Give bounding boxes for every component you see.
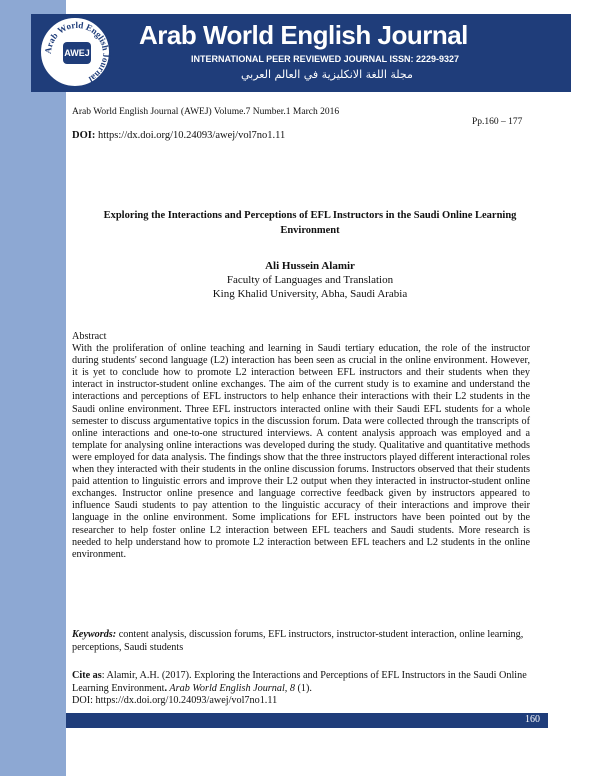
abstract-body: With the proliferation of online teaching and learning in Saudi tertiary education, the role of the instructor during students' second language (L2) interaction has been seen as crucial in the online environment. However, it is yet to conclude how to promote L2 interaction between EFL instructors and their students when they interact in instructor-student online exchanges. The aim of the current study is to examine and understand the interactions and perceptions of EFL instructors to help enhance their interactions with their L2 students in the Saudi online environment. Three EFL instructors interacted online with their Saudi EFL students for a whole semester to discuss argumentative topics in the discussion forum. Data were collected through the transcripts of online interactions and one-to-one structured interviews. A content analysis approach was employed and a template for analysing online interactions was developed during the study. Qualitative and quantitative methods were employed for data analysis. The findings show that the three instructors played different interactional roles when they interacted with their students in the online discussion forums. Instructors observed that their students paid attention to linguistic errors and improve their L2 output when they interacted in instructor-student online exchanges. Instructor online presence and language corrective feedback given by instructors appeared to influence Saudi students to pay attention to the linguistic accuracy of their interactions and improve their language in the online environment. Some implications for EFL instructors have been pointed out by the researcher to help foster online L2 interaction between EFL teachers and Saudi students. More research is needed to help understand how to promote L2 interaction between EFL teachers and L2 students in the online environment. bbox=[72, 343, 530, 560]
journal-subtitle: INTERNATIONAL PEER REVIEWED JOURNAL ISSN: 2229-9327 bbox=[191, 54, 460, 64]
cite-journal: Arab World English Journal, 8 bbox=[167, 682, 295, 694]
affiliation-university: King Khalid University, Abha, Saudi Arabia bbox=[212, 288, 408, 300]
journal-logo bbox=[39, 16, 111, 88]
left-side-bar bbox=[0, 0, 66, 776]
cite-doi[interactable]: DOI: https://dx.doi.org/10.24093/awej/vol7no1.11 bbox=[72, 695, 278, 706]
page-range: Pp.160 – 177 bbox=[472, 117, 523, 127]
abstract-section bbox=[72, 331, 530, 561]
keywords-section bbox=[72, 629, 530, 654]
journal-title: Arab World English Journal bbox=[139, 20, 468, 50]
author-block bbox=[90, 259, 530, 301]
cite-text: : Alamir, A.H. (2017). Exploring the Interactions and Perceptions of EFL Instructors in the Saudi Online Learning Environment bbox=[72, 670, 527, 694]
logo-ring-text: Arab World English Journal bbox=[42, 19, 112, 85]
doi-line bbox=[72, 130, 285, 141]
footer-bar bbox=[66, 713, 548, 728]
cite-period: . bbox=[164, 682, 168, 694]
abstract-heading: Abstract bbox=[72, 331, 107, 342]
journal-citation-line: Arab World English Journal (AWEJ) Volume.7 Number.1 March 2016 bbox=[72, 107, 340, 117]
logo-inner-text: AWEJ bbox=[63, 42, 91, 64]
doi-label: DOI: bbox=[72, 130, 96, 141]
author-name: Ali Hussein Alamir bbox=[265, 260, 355, 272]
cite-issue: (1). bbox=[294, 682, 312, 694]
journal-arabic-title: مجلة اللغة الانكليزية في العالم العربي bbox=[241, 68, 413, 81]
keywords-text: content analysis, discussion forums, EFL instructors, instructor-student interaction, online learning, perceptions, Saudi students bbox=[72, 629, 524, 653]
cite-label: Cite as bbox=[72, 670, 102, 681]
page-number: 160 bbox=[525, 714, 540, 725]
journal-banner bbox=[31, 14, 571, 92]
affiliation-faculty: Faculty of Languages and Translation bbox=[226, 274, 394, 286]
cite-section bbox=[72, 670, 530, 708]
keywords-label: Keywords: bbox=[72, 629, 117, 640]
article-title: Exploring the Interactions and Perceptions of EFL Instructors in the Saudi Online Learning Environment bbox=[103, 210, 517, 236]
doi-link[interactable]: https://dx.doi.org/10.24093/awej/vol7no1.11 bbox=[95, 130, 286, 141]
